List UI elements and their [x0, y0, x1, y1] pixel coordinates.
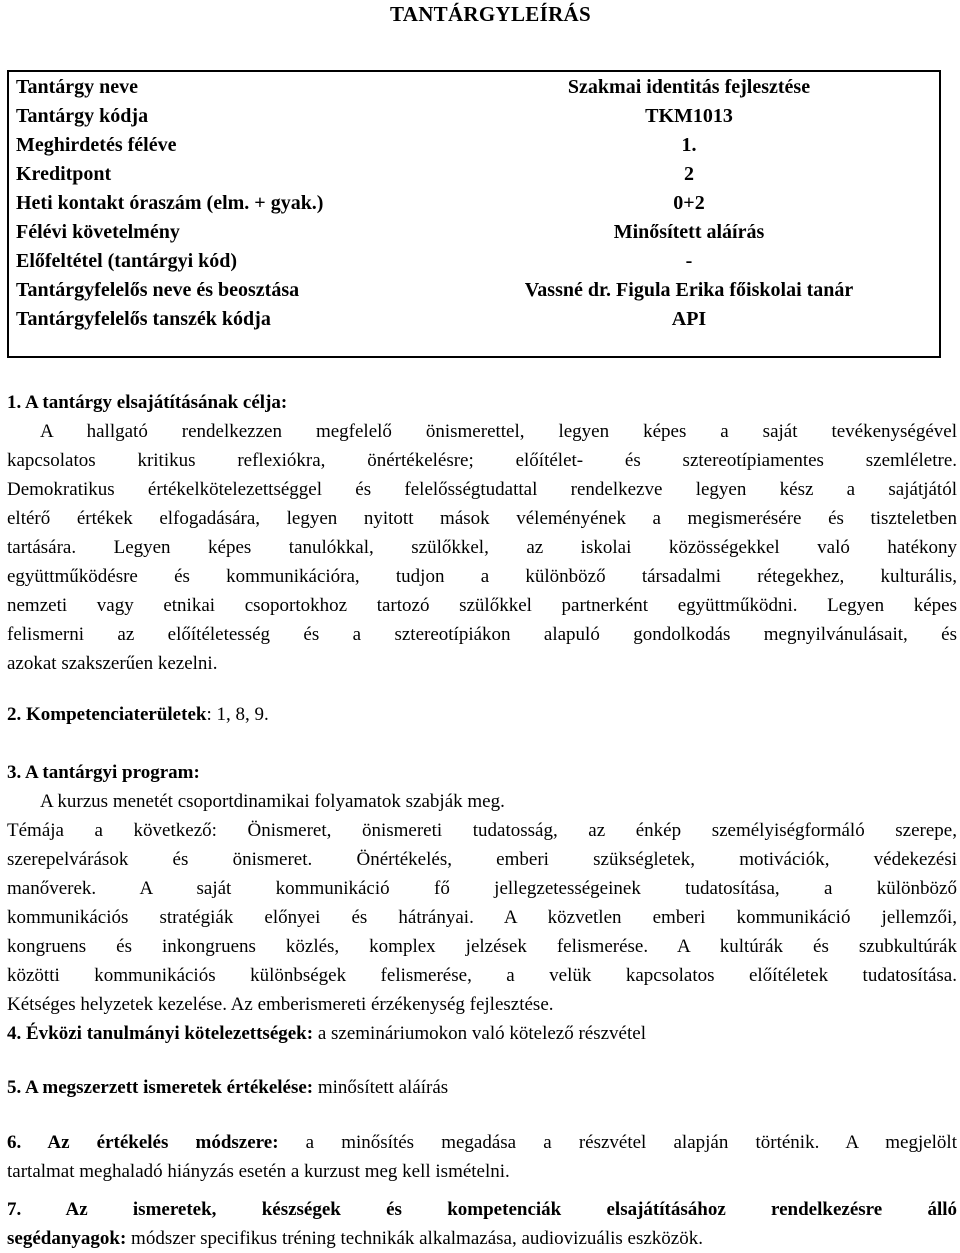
section-competencies: [7, 700, 957, 729]
paragraph-line: kapcsolatos kritikus reflexiókra, önértékelésre; előítélet- és sztereotípiamentes szemléletre.: [7, 450, 957, 471]
section-method-heading: 6. Az értékelés módszere:: [7, 1132, 279, 1153]
info-row-label: Tantárgy kódja: [16, 105, 149, 127]
paragraph-line: együttműködésre és kommunikációra, tudjon a különböző társadalmi rétegekhez, kulturális,: [7, 566, 957, 587]
paragraph-line: kommunikációs stratégiák előnyei és hátrányai. A közvetlen emberi kommunikáció jellemzői,: [7, 907, 957, 928]
info-row-value: 0+2: [673, 192, 705, 214]
section-method-text: a minősítés megadása a részvétel alapján történik. A megjelölt: [278, 1132, 957, 1153]
paragraph-line: Kétséges helyzetek kezelése. Az emberismereti érzékenység fejlesztése.: [7, 994, 554, 1015]
section-evaluation: [7, 1073, 957, 1102]
info-row-value: 2: [684, 163, 694, 185]
info-row-value: 1.: [681, 134, 697, 156]
section-requirements-text: a szemináriumokon való kötelező részvétel: [313, 1023, 646, 1044]
paragraph-line: Témája a következő: Önismeret, önismereti tudatosság, az énkép személyiségformáló szerepe,: [7, 820, 957, 841]
paragraph-line: nemzeti vagy etnikai csoportokhoz tartozó szülőkkel partnerként együttműködni. Legyen képes: [7, 595, 957, 616]
paragraph-line: szerepelvárások és önismeret. Önértékelés, emberi szükségletek, motivációk, védekezési: [7, 849, 957, 870]
section-materials-heading-cont: segédanyagok:: [7, 1228, 127, 1249]
document-title: TANTÁRGYLEÍRÁS: [389, 2, 591, 26]
section-program-heading: 3. A tantárgyi program:: [7, 762, 200, 783]
info-row-label: Meghirdetés féléve: [16, 134, 177, 156]
paragraph-line: tartására. Legyen képes tanulókkal, szülőkkel, az iskolai közösségekkel való hatékony: [7, 537, 957, 558]
info-row-label: Kreditpont: [16, 163, 112, 185]
paragraph-line: kongruens és inkongruens közlés, komplex jelzések felismerése. A kultúrák és szubkultúrák: [7, 936, 957, 957]
section-requirements-heading: 4. Évközi tanulmányi kötelezettségek:: [7, 1023, 314, 1044]
section-objective-heading: 1. A tantárgy elsajátításának célja:: [7, 392, 288, 413]
section-evaluation-text: minősített aláírás: [313, 1077, 449, 1098]
info-row: [9, 305, 939, 334]
info-row: [9, 131, 939, 160]
section-competencies-text: : 1, 8, 9.: [206, 704, 269, 725]
paragraph-line: azokat szakszerűen kezelni.: [7, 653, 218, 674]
info-row: [9, 160, 939, 189]
section-objective: [7, 388, 957, 678]
section-competencies-heading: 2. Kompetenciaterületek: [7, 704, 207, 725]
paragraph-line: manőverek. A saját kommunikáció fő jellegzetességeinek tudatosítása, a különböző: [7, 878, 957, 899]
info-row-value: -: [685, 250, 693, 272]
paragraph-line: A kurzus menetét csoportdinamikai folyamatok szabják meg.: [40, 791, 505, 812]
course-info-table: [7, 70, 941, 358]
section-requirements: [7, 1019, 957, 1048]
section-materials-text: módszer specifikus tréning technikák alkalmazása, audiovizuális eszközök.: [126, 1228, 703, 1249]
info-row: [9, 73, 939, 102]
info-row: [9, 276, 939, 305]
info-row-value: Minősített aláírás: [613, 221, 765, 243]
paragraph-line: A hallgató rendelkezzen megfelelő önismerettel, legyen képes a saját tevékenységével: [40, 421, 957, 442]
info-row-value: Szakmai identitás fejlesztése: [567, 76, 811, 98]
info-row-label: Tantárgy neve: [16, 76, 139, 98]
info-row: [9, 102, 939, 131]
info-row: [9, 218, 939, 247]
info-row-value: TKM1013: [645, 105, 733, 127]
paragraph-line: felismerni az előítéletesség és a sztereotípiákon alapuló gondolkodás megnyilvánulásait, és: [7, 624, 957, 645]
paragraph-line: közötti kommunikációs különbségek felismerése, a velük kapcsolatos előítéletek tudatosítása.: [7, 965, 957, 986]
info-row: [9, 247, 939, 276]
info-row-value: Vassné dr. Figula Erika főiskolai tanár: [524, 279, 854, 301]
section-evaluation-heading: 5. A megszerzett ismeretek értékelése:: [7, 1077, 314, 1098]
info-row: [9, 189, 939, 218]
section-materials: [7, 1195, 957, 1253]
section-method: [7, 1128, 957, 1186]
info-row-label: Félévi követelmény: [16, 221, 180, 243]
paragraph-line: tartalmat meghaladó hiányzás esetén a kurzust meg kell ismételni.: [7, 1161, 510, 1182]
paragraph-line: Demokratikus értékelkötelezettséggel és felelősségtudattal rendelkezve legyen kész a sajátjától: [7, 479, 957, 500]
info-row-label: Heti kontakt óraszám (elm. + gyak.): [16, 192, 324, 214]
info-row-label: Tantárgyfelelős neve és beosztása: [16, 279, 300, 301]
paragraph-line: eltérő értékek elfogadására, legyen nyitott mások véleményének a megismerésére és tiszteletben: [7, 508, 957, 529]
info-row-label: Tantárgyfelelős tanszék kódja: [16, 308, 271, 330]
section-materials-heading: 7. Az ismeretek, készségek és kompetenciák elsajátításához rendelkezésre álló: [7, 1199, 957, 1220]
info-row-label: Előfeltétel (tantárgyi kód): [16, 250, 238, 272]
section-program: [7, 758, 957, 1019]
info-row-value: API: [671, 308, 707, 330]
